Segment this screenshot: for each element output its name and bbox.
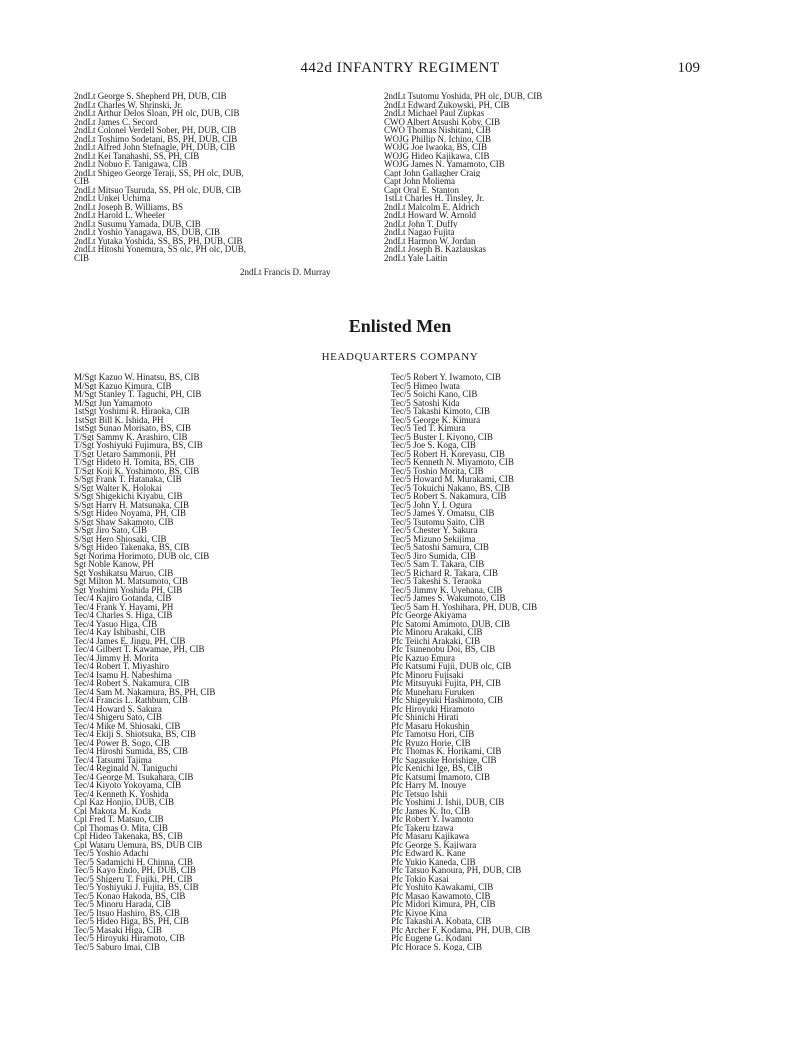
page-number: 109 [677,60,700,76]
roster-entry: Tec/4 George M. Tsukahara, CIB [74,772,194,781]
section-heading: Enlisted Men [348,316,452,336]
roster-entry: Pfc Ryuzo Horie, CIB [391,738,471,747]
roster-entry: Pfc Edward K. Kane [391,849,466,858]
roster-entry: CIB [74,253,90,262]
roster-entry: Tec/4 Shigeru Sato, CIB [74,713,162,722]
roster-entry: Pfc Muneharu Furuken [391,687,475,696]
roster-entry: WOJG Phillip N. Ichino, CIB [384,134,491,143]
roster-entry: Tec/5 Jimmy K. Uyehana, CIB [391,585,503,594]
roster-entry: 2ndLt Joseph B. Kazlauskas [384,245,486,254]
roster-entry: Tec/5 Joe S. Koga, CIB [391,441,476,450]
roster-entry: Tec/5 Kenneth N. Miyamoto, CIB [391,458,514,467]
roster-entry: Pfc Katsumi Fujii, DUB olc, CIB [391,662,512,671]
roster-entry: Tec/4 Sam M. Nakamura, BS, PH, CIB [74,687,216,696]
roster-entry: 2ndLt James C. Secord [74,117,158,126]
roster-entry: Tec/4 Frank Y. Hayami, PH [74,602,174,611]
roster-entry: Cpl Kaz Honjio, DUB, CIB [74,798,174,807]
roster-entry: Cpl Makota M. Koda [74,806,151,815]
roster-entry: Tec/5 Ted T. Kimura [391,424,466,433]
roster-entry: Tec/5 Buster I. Kiyono, CIB [391,432,493,441]
roster-entry: Tec/4 Ekiji S. Shiotsuka, BS, CIB [74,730,196,739]
roster-entry: Tec/4 Mike M. Shiosaki, CIB [74,721,181,730]
roster-entry: Pfc Kenichi Ige, BS, CIB [391,764,483,773]
roster-entry: Tec/5 John Y. I. Ogura [391,500,472,509]
roster-entry: Tec/5 Takeshi S. Teraoka [391,577,482,586]
roster-entry: Pfc Tatsuo Kanoura, PH, DUB, CIB [391,866,522,875]
roster-entry: Tec/4 Kay Ishibashi, CIB [74,628,166,637]
roster-entry: Tec/4 Kajiro Gotanda, CIB [74,594,172,603]
roster-entry: 1stLt Charles H. Tinsley, Jr. [384,194,485,203]
roster-entry: Pfc Masaru Hokushin [391,721,470,730]
roster-entry: Pfc Midori Kimura, PH, CIB [391,900,496,909]
roster-entry: S/Sgt Harry H. Matsunaka, CIB [74,500,189,509]
roster-entry: Pfc Tokio Kasai [391,874,449,883]
roster-entry: Tec/4 Isamu H. Nabeshima [74,670,172,679]
roster-entry: Pfc Takashi A. Kobata, CIB [391,917,492,926]
roster-entry: 2ndLt Alfred John Stefnagle, PH, DUB, CIB [74,143,236,152]
roster-entry: Pfc Kazuo Emura [391,653,455,662]
roster-entry: S/Sgt Hideo Noyama, PH, CIB [74,509,187,518]
roster-entry: S/Sgt Hero Shiosaki, CIB [74,534,167,543]
roster-entry: Tec/4 Yasuo Higa, CIB [74,619,158,628]
roster-entry: Tec/5 Robert H. Koreyasu, CIB [391,449,505,458]
roster-entry: M/Sgt Jun Yamamoto [74,398,153,407]
roster-entry: Pfc Sagasuke Horishige, CIB [391,755,497,764]
roster-entry: 2ndLt Colonel Verdell Sober, PH, DUB, CIB [74,126,237,135]
roster-entry: Pfc Tetsuo Ishii [391,789,448,798]
roster-entry: S/Sgt Walter K. Holokai [74,483,162,492]
roster-entry: 2ndLt Malcolm E. Aldrich [384,202,480,211]
roster-entry: Pfc Eugene G. Kodani [391,934,472,943]
roster-entry: Tec/5 Jiro Sumida, CIB [391,551,476,560]
roster-entry: Pfc Minoru Fujisaki [391,670,464,679]
roster-entry: Pfc Yukio Kaneda, CIB [391,857,476,866]
roster-entry: Tec/4 Francis L. Rathburn, CIB [74,696,188,705]
roster-entry: 2ndLt Shigeo George Teraji, SS, PH olc, DUB, [74,168,244,177]
roster-entry: Tec/4 Tatsumi Tajima [74,755,152,764]
roster-entry: Tec/5 Hideo Higa, BS, PH, CIB [74,917,189,926]
company-heading: HEADQUARTERS COMPANY [321,351,479,363]
roster-entry: 2ndLt Arthur Delos Sloan, PH olc, DUB, CIB [74,109,240,118]
roster-entry: T/Sgt Koji K. Yoshimoto, BS, CIB [74,466,200,475]
roster-entry: WOJG James N. Yamamoto, CIB [384,160,505,169]
roster-entry: WOJG Hideo Kajikawa, CIB [384,151,490,160]
roster-entry: 1stSgt Bill K. Ishida, PH [74,415,164,424]
roster-entry: Tec/5 George K. Kimura [391,415,481,424]
roster-entry: Cpl Thomas O. Mita, CIB [74,823,168,832]
roster-entry: Sgt Yoshimi Yoshida PH, CIB [74,585,183,594]
roster-entry: 2ndLt Yutaka Yoshida, SS, BS, PH, DUB, CIB [74,236,243,245]
roster-entry: Cpl Wataru Uemura, BS, DUB CIB [74,840,203,849]
roster-entry: Sgt Milton M. Matsumoto, CIB [74,577,189,586]
roster-entry: Pfc Yoshimi J. Ishii, DUB, CIB [391,798,505,807]
officers-final-entry: 2ndLt Francis D. Murray [240,267,331,277]
roster-entry: M/Sgt Kazuo Kimura, CIB [74,381,172,390]
roster-entry: Capt John Gallagher Craig [384,168,481,177]
roster-entry: Tec/5 Sadamichi H. Chinna, CIB [74,857,193,866]
roster-entry: Pfc James K. Ito, CIB [391,806,470,815]
roster-entry: Pfc Katsumi Imamoto, CIB [391,772,490,781]
roster-entry: Tec/5 James Y. Omatsu, CIB [391,509,495,518]
roster-entry: Cpl Fred T. Matsuo, CIB [74,815,164,824]
roster-entry: Tec/4 Robert S. Nakamura, CIB [74,679,190,688]
roster-entry: Tec/4 Hiroshi Sumida, BS, CIB [74,747,188,756]
roster-entry: CWO Albert Atsushi Koby, CIB [384,117,501,126]
roster-entry: 1stSgt Sunao Morisato, BS, CIB [74,424,192,433]
roster-entry: 2ndLt Unkei Uchima [74,194,151,203]
roster-entry: Sgt Norima Horimoto, DUB olc, CIB [74,551,210,560]
roster-entry: Tec/4 Charles S. Higa, CIB [74,611,173,620]
roster-entry: Pfc George Akiyama [391,611,467,620]
running-title: 442d INFANTRY REGIMENT [300,60,500,76]
roster-entry: Tec/5 Satoshi Kida [391,398,460,407]
roster-entry: Pfc Tamotsu Hori, CIB [391,730,475,739]
roster-entry: Pfc Archer F. Kodama, PH, DUB, CIB [391,925,531,934]
roster-entry: 2ndLt George S. Shepherd PH, DUB, CIB [74,92,227,101]
roster-entry: Tec/4 Robert T. Miyashiro [74,662,170,671]
roster-entry: Tec/4 Howard S. Sakura [74,704,162,713]
roster-entry: T/Sgt Sammy K. Arashiro, CIB [74,432,188,441]
roster-entry: Pfc George S. Kajiwara [391,840,477,849]
roster-entry: Pfc Teiichi Arakaki, CIB [391,636,481,645]
roster-entry: Pfc Mitsuyuki Fujita, PH, CIB [391,679,502,688]
roster-entry: Tec/5 Howard M. Murakami, CIB [391,475,514,484]
roster-entry: Tec/5 Satoshi Samura, CIB [391,543,489,552]
roster-entry: Tec/4 Gilbert T. Kawamae, PH, CIB [74,645,205,654]
roster-entry: T/Sgt Yoshiyuki Fujimura, BS, CIB [74,441,203,450]
roster-entry: Pfc Masao Kawamoto, CIB [391,891,491,900]
roster-entry: 2ndLt Charles W. Shrinski, Jr. [74,100,183,109]
roster-entry: 2ndLt Hitoshi Yonemura, SS olc, PH olc, DUB, [74,245,247,254]
roster-entry: 2ndLt Mitsuo Tsuruda, SS, PH olc, DUB, CIB [74,185,241,194]
roster-entry: Tec/5 Takashi Kimoto, CIB [391,407,491,416]
roster-entry: S/Sgt Hideo Takenaka, BS, CIB [74,543,190,552]
hq-company-list-right [391,373,691,951]
roster-entry: Pfc Horace S. Koga, CIB [391,942,482,951]
roster-entry: Pfc Thomas K. Horikami, CIB [391,747,502,756]
roster-entry: Pfc Robert Y. Iwamoto [391,815,474,824]
roster-entry: Tec/5 James S. Wakumoto, CIB [391,594,506,603]
hq-company-list-left [74,373,374,951]
roster-entry: Tec/5 Kayo Endo, PH, DUB, CIB [74,866,196,875]
roster-entry: Pfc Takeru Izawa [391,823,454,832]
roster-entry: 2ndLt Joseph B. Williams, BS [74,202,183,211]
roster-entry: 2ndLt Tsutomu Yoshida, PH olc, DUB, CIB [384,92,543,101]
roster-entry: S/Sgt Jiro Sato, CIB [74,526,148,535]
roster-entry: Pfc Tsunenobu Doi, BS, CIB [391,645,496,654]
roster-entry: 2ndLt John T. Duffy [384,219,458,228]
roster-entry: 2ndLt Harold L. Wheeler [74,211,166,220]
roster-entry: S/Sgt Shigekichi Kiyabu, CIB [74,492,183,501]
roster-entry: Tec/4 Jimmy H. Morita [74,653,159,662]
roster-entry: Pfc Yoshito Kawakami, CIB [391,883,494,892]
roster-entry: Tec/4 Kenneth K. Yoshida [74,789,169,798]
roster-entry: 2ndLt Harmon W. Jordan [384,236,476,245]
roster-entry: Sgt Noble Kanow, PH [74,560,154,569]
roster-entry: Pfc Kiyoe Kina [391,908,447,917]
roster-entry: Tec/5 Himeo Iwata [391,381,460,390]
roster-entry: Tec/5 Shigeru T. Fujiki, PH, CIB [74,874,193,883]
roster-entry: Tec/4 Power B. Sogo, CIB [74,738,170,747]
roster-entry: Tec/5 Yoshiyuki J. Fujita, BS, CIB [74,883,199,892]
roster-entry: Tec/5 Sam H. Yoshihara, PH, DUB, CIB [391,602,538,611]
roster-entry: 2ndLt Susumu Yamada, DUB, CIB [74,219,201,228]
roster-entry: Tec/5 Toshio Morita, CIB [391,466,484,475]
roster-entry: Tec/5 Tsutomu Saito, CIB [391,517,485,526]
roster-entry: Cpl Hideo Takenaka, BS, CIB [74,832,183,841]
roster-entry: 2ndLt Nagao Fujita [384,228,455,237]
roster-entry: Tec/5 Mizuno Sekijima [391,534,476,543]
roster-entry: Tec/5 Yoshio Adachi [74,849,149,858]
roster-entry: Tec/5 Tokuichi Nakano, BS, CIB [391,483,511,492]
roster-entry: Tec/5 Saburo Imai, CIB [74,942,160,951]
roster-entry: Tec/5 Chester Y. Sakura [391,526,478,535]
roster-entry: Capt Oral E. Stanton [384,185,459,194]
roster-entry: Tec/5 Hiroyuki Hiramoto, CIB [74,934,185,943]
officers-list-right [384,92,684,262]
roster-entry: M/Sgt Kazuo W. Hinatsu, BS, CIB [74,373,200,382]
roster-entry: S/Sgt Frank T. Hatanaka, CIB [74,475,182,484]
roster-entry: Tec/5 Minoru Harada, CIB [74,900,171,909]
roster-entry: S/Sgt Shaw Sakamoto, CIB [74,517,174,526]
roster-entry: CWO Thomas Nishitani, CIB [384,126,491,135]
roster-entry: Tec/4 Kiyoto Yokoyama, CIB [74,781,182,790]
roster-entry: Capt John Moliema [384,177,455,186]
roster-entry: 2ndLt Yale Laitin [384,253,448,262]
roster-entry: Pfc Shinichi Hirati [391,713,459,722]
roster-entry: Sgt Yoshikatsu Maruo, CIB [74,568,174,577]
roster-entry: WOJG Joe Iwaoka, BS, CIB [384,143,487,152]
roster-entry: Pfc Shigeyuki Hashimoto, CIB [391,696,503,705]
roster-entry: Tec/5 Richard R. Takara, CIB [391,568,499,577]
roster-entry: Tec/5 Masaki Higa, CIB [74,925,162,934]
roster-entry: 2ndLt Yoshio Yanagawa, BS, DUB, CIB [74,228,221,237]
roster-entry: Pfc Harry M. Inouye [391,781,466,790]
roster-entry: Pfc Hiroyuki Hiramoto [391,704,475,713]
roster-entry: Tec/5 Soichi Kano, CIB [391,390,478,399]
roster-entry: 2ndLt Kei Tanahashi, SS, PH, CIB [74,151,200,160]
roster-entry: Pfc Minoru Arakaki, CIB [391,628,483,637]
roster-entry: Tec/4 Reginald N. Taniguchi [74,764,178,773]
roster-entry: 2ndLt Nobuo F. Tanigawa, CIB [74,160,188,169]
roster-entry: T/Sgt Uetaro Sammonji, PH [74,449,176,458]
roster-entry: 2ndLt Michael Paul Zupkas [384,109,485,118]
roster-entry: CIB [74,177,90,186]
roster-entry: Tec/5 Itsuo Hashiro, BS, CIB [74,908,180,917]
roster-entry: Pfc Masaru Kajikawa [391,832,469,841]
roster-entry: Tec/5 Sam T. Takara, CIB [391,560,485,569]
roster-entry: T/Sgt Hideto H. Tomita, BS, CIB [74,458,195,467]
roster-entry: Pfc Satomi Amimoto, DUB, CIB [391,619,511,628]
roster-entry: 2ndLt Howard W. Arnold [384,211,476,220]
roster-entry: 2ndLt Edward Zukowski, PH, CIB [384,100,510,109]
roster-entry: Tec/5 Konao Hakoda, BS, CIB [74,891,186,900]
roster-entry: Tec/4 James E. Jingu, PH, CIB [74,636,186,645]
roster-entry: Tec/5 Robert Y. Iwamoto, CIB [391,373,501,382]
roster-entry: 2ndLt Toshimo Sodetani, BS, PH, DUB, CIB [74,134,238,143]
roster-entry: 1stSgt Yoshimi R. Hiraoka, CIB [74,407,190,416]
officers-list-left [74,92,374,262]
roster-entry: Tec/5 Robert S. Nakamura, CIB [391,492,507,501]
roster-entry: M/Sgt Stanley T. Taguchi, PH, CIB [74,390,202,399]
